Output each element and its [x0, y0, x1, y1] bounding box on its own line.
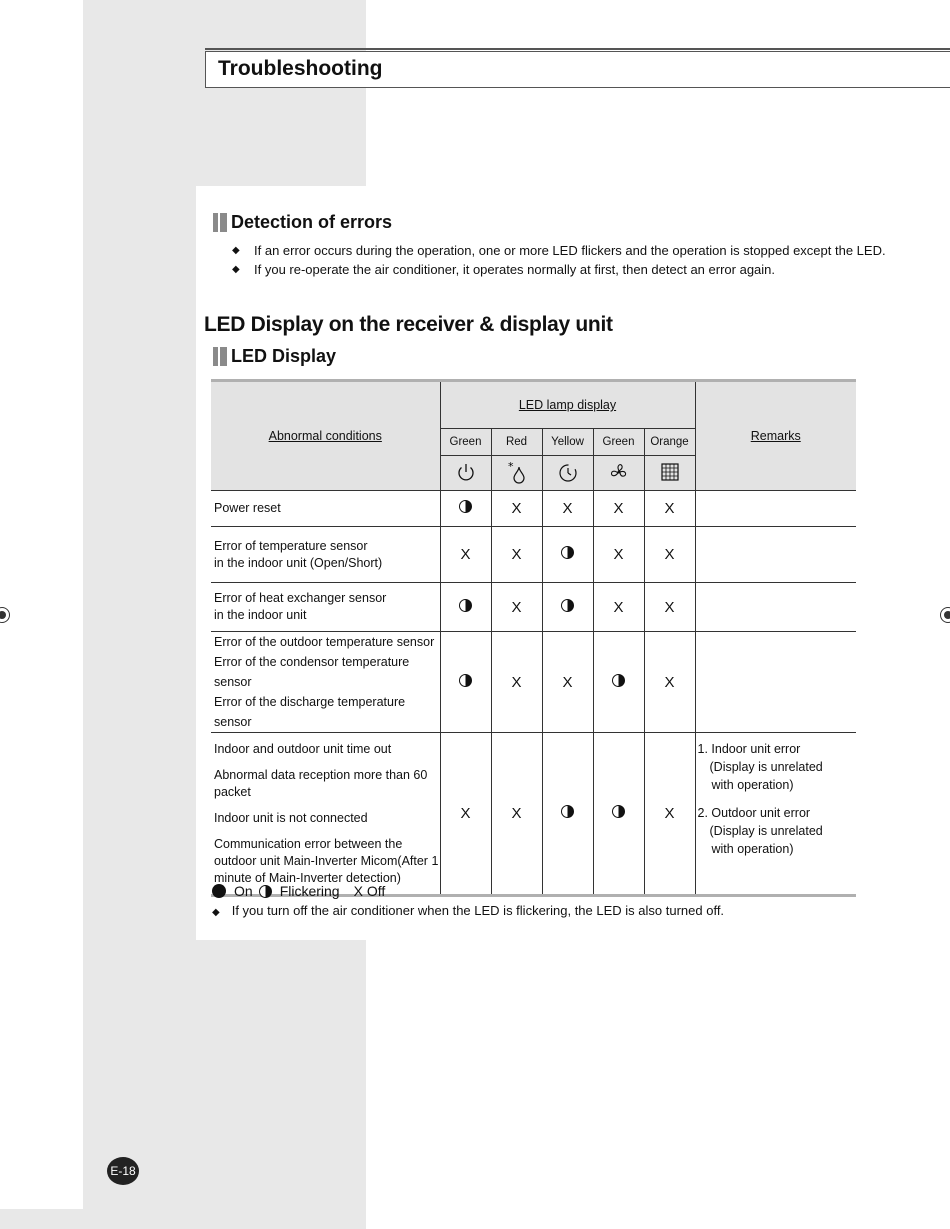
- margin-band: [83, 0, 366, 186]
- state-flicker: [440, 632, 491, 733]
- remarks-cell: [695, 632, 856, 733]
- detection-bullets: [232, 241, 886, 279]
- filter-grid-icon: [644, 456, 695, 491]
- col-header-conditions: Abnormal conditions: [211, 381, 440, 491]
- legend-off: X Off: [353, 883, 386, 899]
- table-row: [211, 491, 856, 527]
- condition-cell: Error of the outdoor temperature sensor Error of the condensor temperature sensor Error of the discharge temperature sensor: [211, 632, 440, 733]
- led-display-heading: LED Display on the receiver & display unit: [204, 313, 613, 336]
- flicker-icon: [459, 599, 472, 612]
- state-off: X: [593, 583, 644, 632]
- state-flicker: [593, 733, 644, 896]
- detection-heading-text: Detection of errors: [231, 212, 393, 232]
- legend-flickering: Flickering: [279, 883, 340, 899]
- note-text: ◆ If you turn off the air conditioner when the LED is flickering, the LED is also turned off.: [212, 903, 724, 918]
- flicker-icon: [259, 885, 272, 898]
- state-off: X: [644, 527, 695, 583]
- state-flicker: [593, 632, 644, 733]
- bullet-item: ◆ If you re-operate the air conditioner, it operates normally at first, then detect an error again.: [232, 260, 886, 279]
- defrost-drop-icon: [491, 456, 542, 491]
- margin-band: [83, 186, 196, 940]
- table-row: [211, 632, 856, 733]
- state-off: X: [491, 491, 542, 527]
- condition-cell: Error of heat exchanger sensor in the indoor unit: [211, 583, 440, 632]
- lamp-color-label: Orange: [644, 429, 695, 456]
- state-off: X: [644, 733, 695, 896]
- timer-icon: [542, 456, 593, 491]
- state-flicker: [542, 733, 593, 896]
- state-off: X: [593, 527, 644, 583]
- state-off: X: [593, 491, 644, 527]
- flicker-icon: [612, 674, 625, 687]
- flicker-icon: [459, 674, 472, 687]
- page-title-bar: [205, 51, 950, 88]
- registration-mark-icon: [940, 607, 950, 623]
- state-off: X: [491, 733, 542, 896]
- table-row: [211, 583, 856, 632]
- table-row: [211, 527, 856, 583]
- condition-cell: Indoor and outdoor unit time out Abnormal data reception more than 60 packet Indoor unit is not connected Communication error between the outdoor unit Main-Inverter Micom(After 1 minute of Main-Inverter detection): [211, 733, 440, 896]
- state-off: X: [491, 632, 542, 733]
- col-header-remarks: Remarks: [695, 381, 856, 491]
- state-flicker: [440, 583, 491, 632]
- lamp-color-label: Yellow: [542, 429, 593, 456]
- state-off: X: [542, 491, 593, 527]
- flicker-icon: [612, 805, 625, 818]
- state-off: X: [542, 632, 593, 733]
- detection-heading: [213, 212, 392, 233]
- state-off: X: [644, 632, 695, 733]
- condition-cell: Power reset: [211, 491, 440, 527]
- margin-band: [0, 1209, 83, 1229]
- svg-text:*: *: [507, 459, 513, 473]
- led-table: [211, 379, 856, 897]
- state-flicker: [542, 527, 593, 583]
- legend-on: On: [234, 883, 253, 899]
- led-subheading: [213, 346, 336, 367]
- state-off: X: [440, 733, 491, 896]
- state-off: X: [491, 583, 542, 632]
- flicker-icon: [561, 546, 574, 559]
- condition-cell: Error of temperature sensor in the indoor unit (Open/Short): [211, 527, 440, 583]
- flicker-icon: [459, 500, 472, 513]
- lamp-color-label: Red: [491, 429, 542, 456]
- state-off: X: [440, 527, 491, 583]
- flicker-icon: [561, 599, 574, 612]
- remarks-cell: [695, 527, 856, 583]
- bullet-item: ◆ If an error occurs during the operation, one or more LED flickers and the operation is stopped except the LED.: [232, 241, 886, 260]
- lamp-color-label: Green: [593, 429, 644, 456]
- margin-band: [83, 940, 366, 1229]
- remarks-cell: [695, 491, 856, 527]
- section-marker-icon: [213, 347, 227, 366]
- registration-mark-icon: [0, 607, 10, 623]
- remarks-cell: 1. Indoor unit error (Display is unrelated with operation) 2. Outdoor unit error (Display is unrelated with operation): [695, 733, 856, 896]
- power-icon: [440, 456, 491, 491]
- led-subheading-text: LED Display: [231, 346, 337, 366]
- flicker-icon: [561, 805, 574, 818]
- state-flicker: [542, 583, 593, 632]
- state-off: X: [491, 527, 542, 583]
- fan-icon: [593, 456, 644, 491]
- remarks-cell: [695, 583, 856, 632]
- legend: [212, 883, 389, 899]
- page-title: Troubleshooting: [218, 57, 383, 80]
- table-row: [211, 733, 856, 896]
- state-off: X: [644, 491, 695, 527]
- col-header-lamp-display: LED lamp display: [440, 381, 695, 429]
- state-off: X: [644, 583, 695, 632]
- on-icon: [212, 884, 226, 898]
- page-number: E-18: [107, 1157, 139, 1185]
- lamp-color-label: Green: [440, 429, 491, 456]
- section-marker-icon: [213, 213, 227, 232]
- state-flicker: [440, 491, 491, 527]
